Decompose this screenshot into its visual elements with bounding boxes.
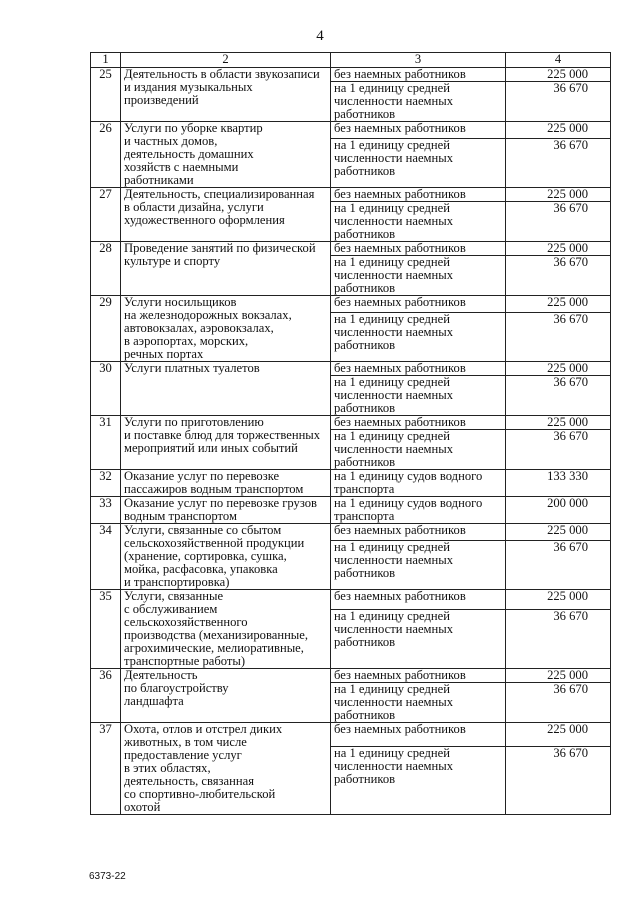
- activity-name: Оказание услуг по перевозке грузов водным транспортом: [121, 497, 331, 524]
- header-col-2: 2: [121, 53, 331, 68]
- row-number: 26: [91, 122, 121, 188]
- amount: 225 000: [506, 242, 611, 256]
- table-row: [91, 669, 611, 683]
- condition: на 1 единицу средней численности наемных работников: [331, 82, 506, 122]
- amount: 225 000: [506, 188, 611, 202]
- row-number: 35: [91, 590, 121, 669]
- activity-name: Услуги, связанные с обслуживанием сельскохозяйственного производства (механизированные, агрохимические, мелиоративные, транспортные работы): [121, 590, 331, 669]
- activity-name: Охота, отлов и отстрел диких животных, в том числе предоставление услуг в этих областях, деятельность, связанная со спортивно-любительской охотой: [121, 723, 331, 815]
- amount: 225 000: [506, 122, 611, 139]
- table-row: [91, 68, 611, 82]
- condition: без наемных работников: [331, 362, 506, 376]
- condition: без наемных работников: [331, 68, 506, 82]
- condition: без наемных работников: [331, 524, 506, 541]
- amount: 36 670: [506, 610, 611, 669]
- amount: 225 000: [506, 669, 611, 683]
- amount: 36 670: [506, 541, 611, 590]
- header-row: [91, 53, 611, 68]
- header-col-3: 3: [331, 53, 506, 68]
- row-number: 34: [91, 524, 121, 590]
- amount: 36 670: [506, 746, 611, 814]
- amount: 225 000: [506, 723, 611, 747]
- condition: на 1 единицу средней численности наемных работников: [331, 376, 506, 416]
- activity-name: Услуги платных туалетов: [121, 362, 331, 416]
- amount: 225 000: [506, 362, 611, 376]
- amount: 133 330: [506, 470, 611, 497]
- table-row: [91, 416, 611, 430]
- table-row: [91, 242, 611, 256]
- amount: 36 670: [506, 683, 611, 723]
- row-number: 36: [91, 669, 121, 723]
- amount: 36 670: [506, 376, 611, 416]
- row-number: 27: [91, 188, 121, 242]
- amount: 225 000: [506, 416, 611, 430]
- row-number: 37: [91, 723, 121, 815]
- table-row: [91, 524, 611, 541]
- condition: без наемных работников: [331, 723, 506, 747]
- condition: на 1 единицу средней численности наемных работников: [331, 313, 506, 362]
- document-code: 6373-22: [89, 871, 126, 882]
- tariff-table: [90, 52, 611, 815]
- row-number: 32: [91, 470, 121, 497]
- condition: на 1 единицу средней численности наемных работников: [331, 202, 506, 242]
- table-row: [91, 723, 611, 747]
- table-row: [91, 497, 611, 524]
- table-row: [91, 122, 611, 139]
- condition: без наемных работников: [331, 242, 506, 256]
- condition: без наемных работников: [331, 296, 506, 313]
- condition: на 1 единицу средней численности наемных работников: [331, 256, 506, 296]
- activity-name: Услуги, связанные со сбытом сельскохозяйственной продукции (хранение, сортировка, сушка, мойка, расфасовка, упаковка и транспортировка): [121, 524, 331, 590]
- amount: 36 670: [506, 430, 611, 470]
- row-number: 25: [91, 68, 121, 122]
- amount: 225 000: [506, 590, 611, 610]
- activity-name: Проведение занятий по физической культуре и спорту: [121, 242, 331, 296]
- amount: 36 670: [506, 256, 611, 296]
- amount: 36 670: [506, 82, 611, 122]
- row-number: 31: [91, 416, 121, 470]
- table-row: [91, 590, 611, 610]
- activity-name: Деятельность в области звукозаписи и издания музыкальных произведений: [121, 68, 331, 122]
- condition: без наемных работников: [331, 188, 506, 202]
- condition: на 1 единицу судов водного транспорта: [331, 470, 506, 497]
- activity-name: Деятельность по благоустройству ландшафта: [121, 669, 331, 723]
- amount: 36 670: [506, 202, 611, 242]
- row-number: 29: [91, 296, 121, 362]
- condition: без наемных работников: [331, 590, 506, 610]
- row-number: 28: [91, 242, 121, 296]
- table-row: [91, 470, 611, 497]
- condition: на 1 единицу средней численности наемных работников: [331, 139, 506, 188]
- condition: без наемных работников: [331, 416, 506, 430]
- table-row: [91, 188, 611, 202]
- amount: 225 000: [506, 296, 611, 313]
- header-col-1: 1: [91, 53, 121, 68]
- activity-name: Услуги по приготовлению и поставке блюд для торжественных мероприятий или иных событий: [121, 416, 331, 470]
- condition: без наемных работников: [331, 122, 506, 139]
- table-row: [91, 296, 611, 313]
- condition: на 1 единицу средней численности наемных работников: [331, 430, 506, 470]
- page-number: 4: [316, 28, 324, 44]
- table-row: [91, 362, 611, 376]
- amount: 225 000: [506, 68, 611, 82]
- condition: на 1 единицу средней численности наемных работников: [331, 683, 506, 723]
- amount: 200 000: [506, 497, 611, 524]
- activity-name: Оказание услуг по перевозке пассажиров водным транспортом: [121, 470, 331, 497]
- row-number: 30: [91, 362, 121, 416]
- condition: без наемных работников: [331, 669, 506, 683]
- header-col-4: 4: [506, 53, 611, 68]
- amount: 225 000: [506, 524, 611, 541]
- amount: 36 670: [506, 313, 611, 362]
- amount: 36 670: [506, 139, 611, 188]
- activity-name: Деятельность, специализированная в области дизайна, услуги художественного оформления: [121, 188, 331, 242]
- table-body: [91, 68, 611, 815]
- condition: на 1 единицу средней численности наемных работников: [331, 610, 506, 669]
- condition: на 1 единицу судов водного транспорта: [331, 497, 506, 524]
- activity-name: Услуги носильщиков на железнодорожных вокзалах, автовокзалах, аэровокзалах, в аэропортах, морских, речных портах: [121, 296, 331, 362]
- condition: на 1 единицу средней численности наемных работников: [331, 541, 506, 590]
- activity-name: Услуги по уборке квартир и частных домов, деятельность домашних хозяйств с наемными работниками: [121, 122, 331, 188]
- row-number: 33: [91, 497, 121, 524]
- condition: на 1 единицу средней численности наемных работников: [331, 746, 506, 814]
